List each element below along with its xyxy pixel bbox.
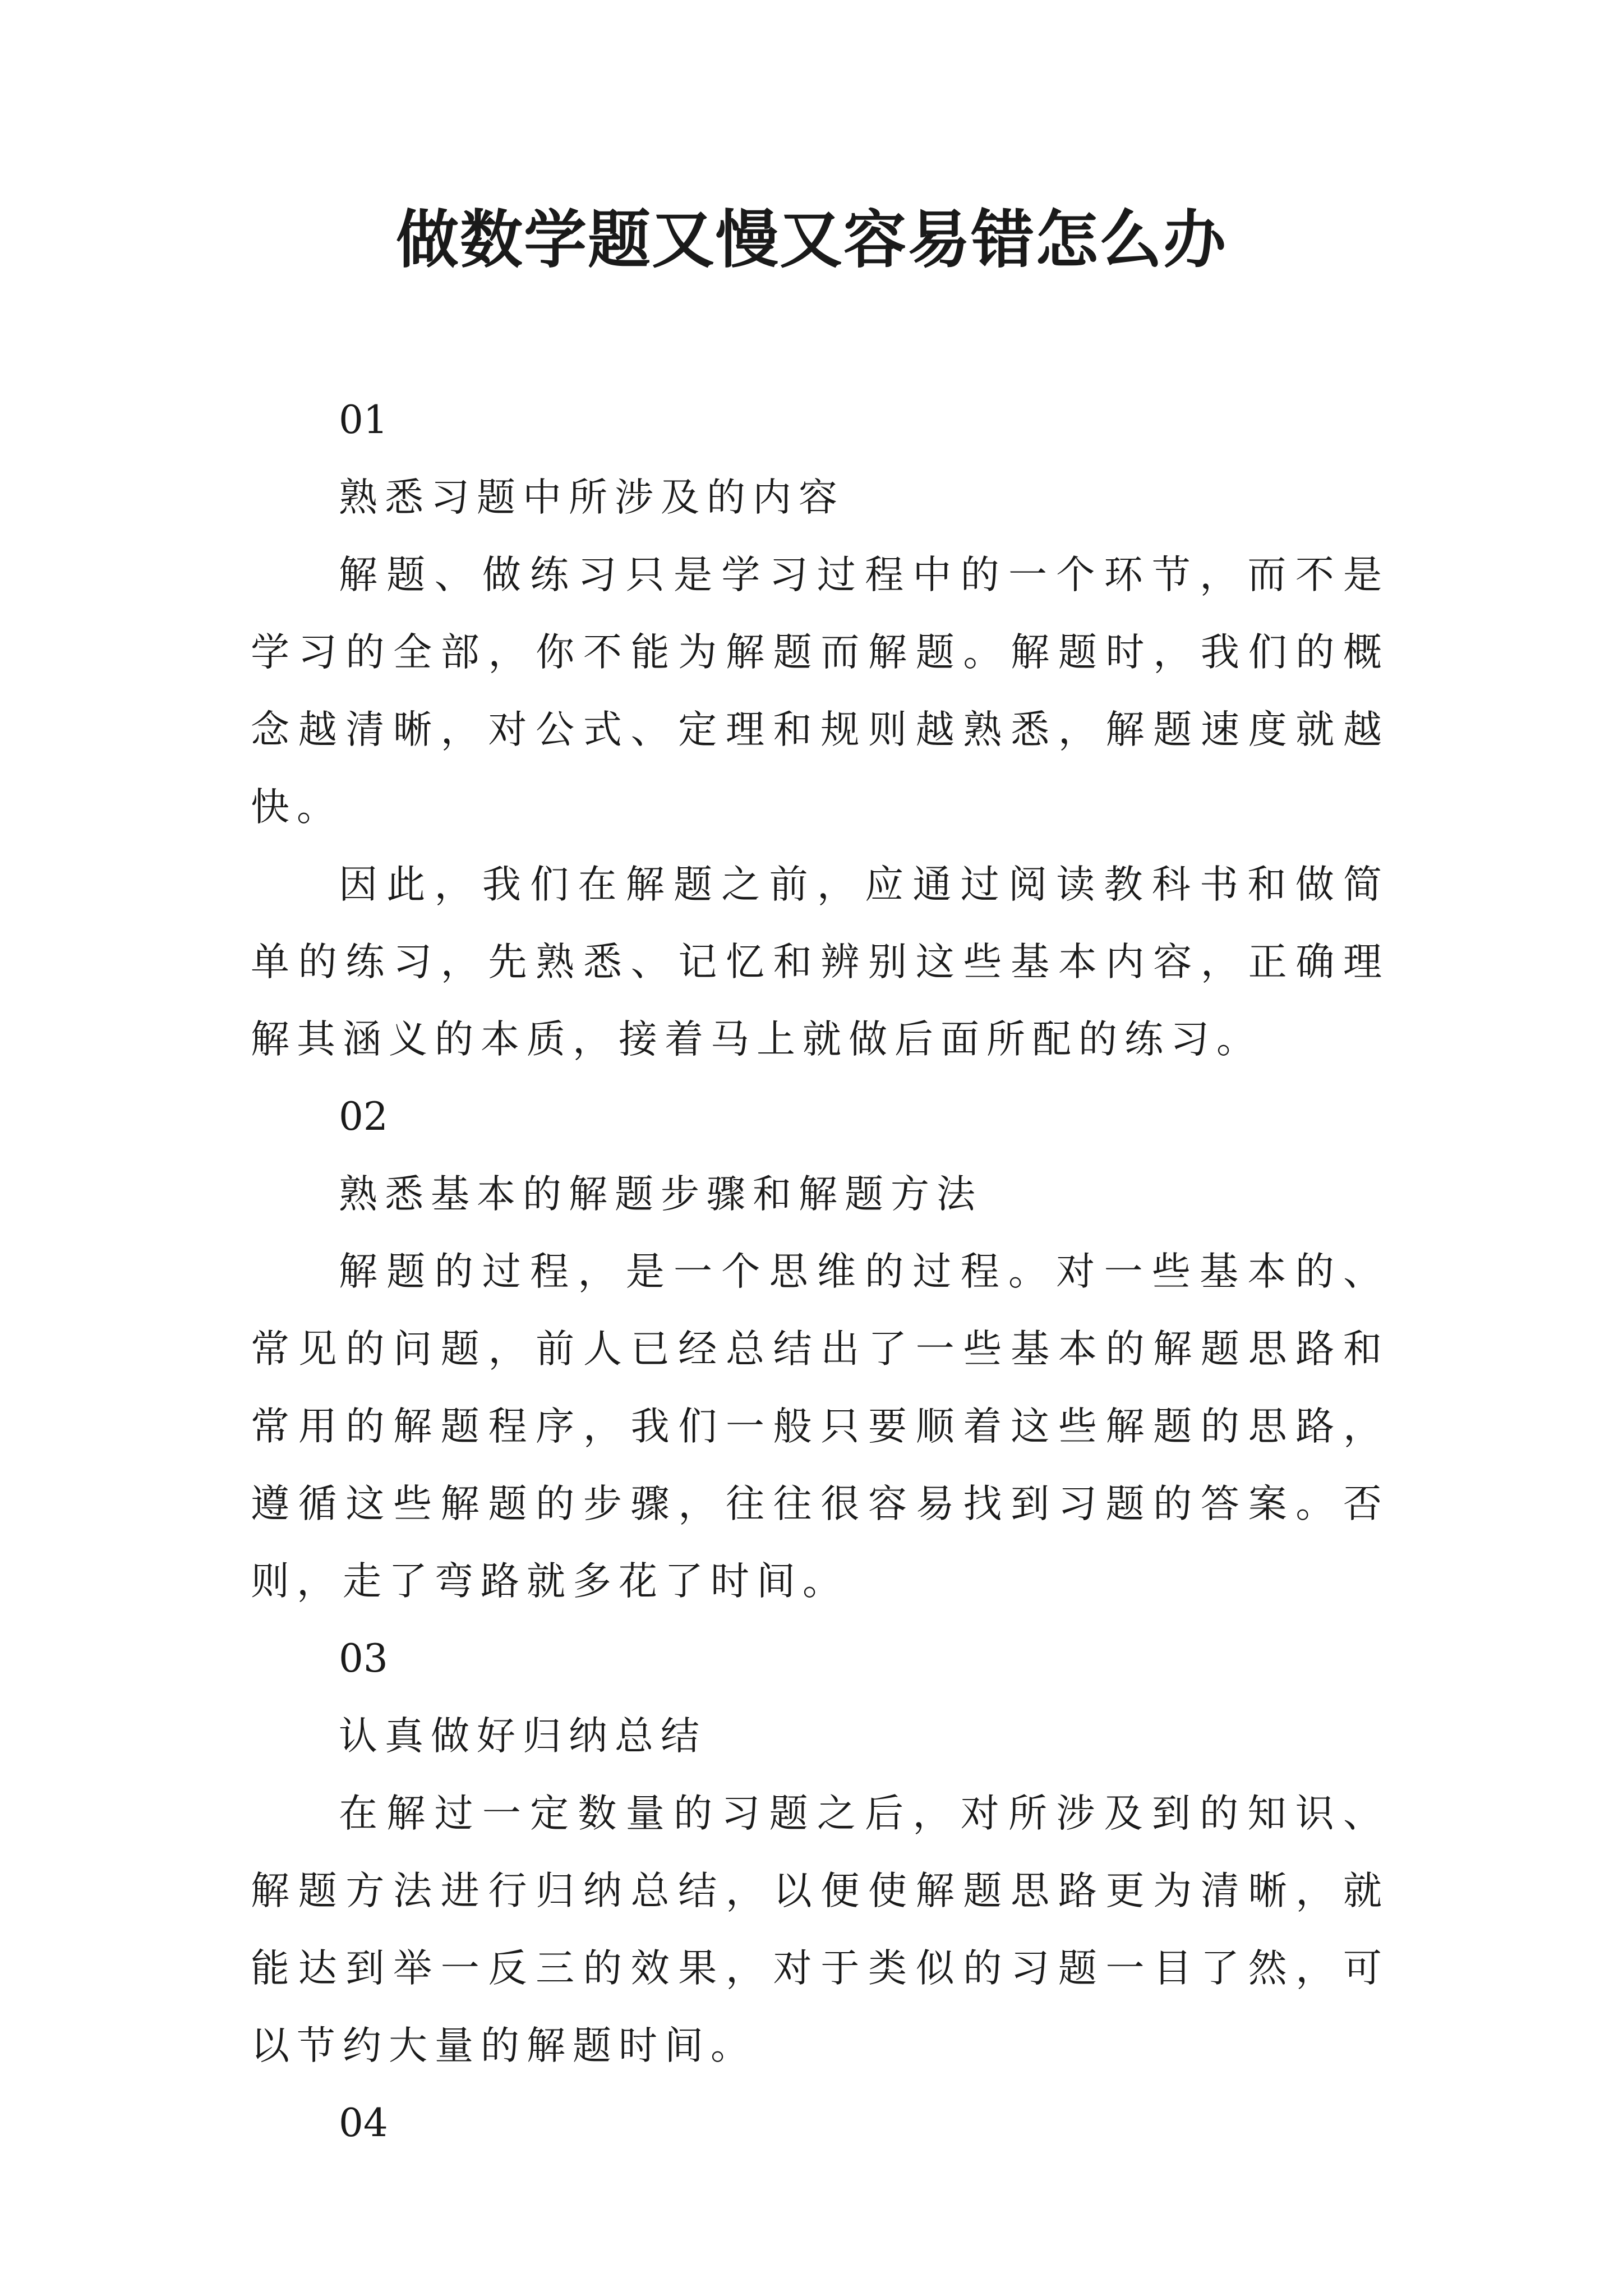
section-heading: 熟悉基本的解题步骤和解题方法 <box>339 1172 983 1217</box>
paragraph: 因此，我们在解题之前，应通过阅读教科书和做简单的练习，先熟悉、记忆和辨别这些基本内容，正确理解其涵义的本质，接着马上就做后面所配的练习。 <box>251 862 1389 1062</box>
paragraph: 在解过一定数量的习题之后，对所涉及到的知识、解题方法进行归纳总结，以便使解题思路更为清晰，就能达到举一反三的效果，对于类似的习题一目了然，可以节约大量的解题时间。 <box>251 1791 1389 2068</box>
document-body <box>251 381 1389 2162</box>
paragraph: 解题、做练习只是学习过程中的一个环节，而不是学习的全部，你不能为解题而解题。解题时，我们的概念越清晰，对公式、定理和规则越熟悉，解题速度就越快。 <box>251 553 1389 830</box>
document-title: 做数学题又慢又容易错怎么办 <box>396 203 1227 277</box>
section-heading: 熟悉习题中所涉及的内容 <box>339 475 845 520</box>
section-heading: 认真做好归纳总结 <box>339 1714 707 1759</box>
section-number: 04 <box>339 2101 388 2146</box>
paragraph: 解题的过程，是一个思维的过程。对一些基本的、常见的问题，前人已经总结出了一些基本的解题思路和常用的解题程序，我们一般只要顺着这些解题的思路，遵循这些解题的步骤，往往很容易找到习题的答案。否则，走了弯路就多花了时间。 <box>251 1249 1389 1604</box>
section-number: 03 <box>339 1636 388 1681</box>
section-number: 02 <box>339 1094 388 1139</box>
section-number: 01 <box>339 398 388 443</box>
